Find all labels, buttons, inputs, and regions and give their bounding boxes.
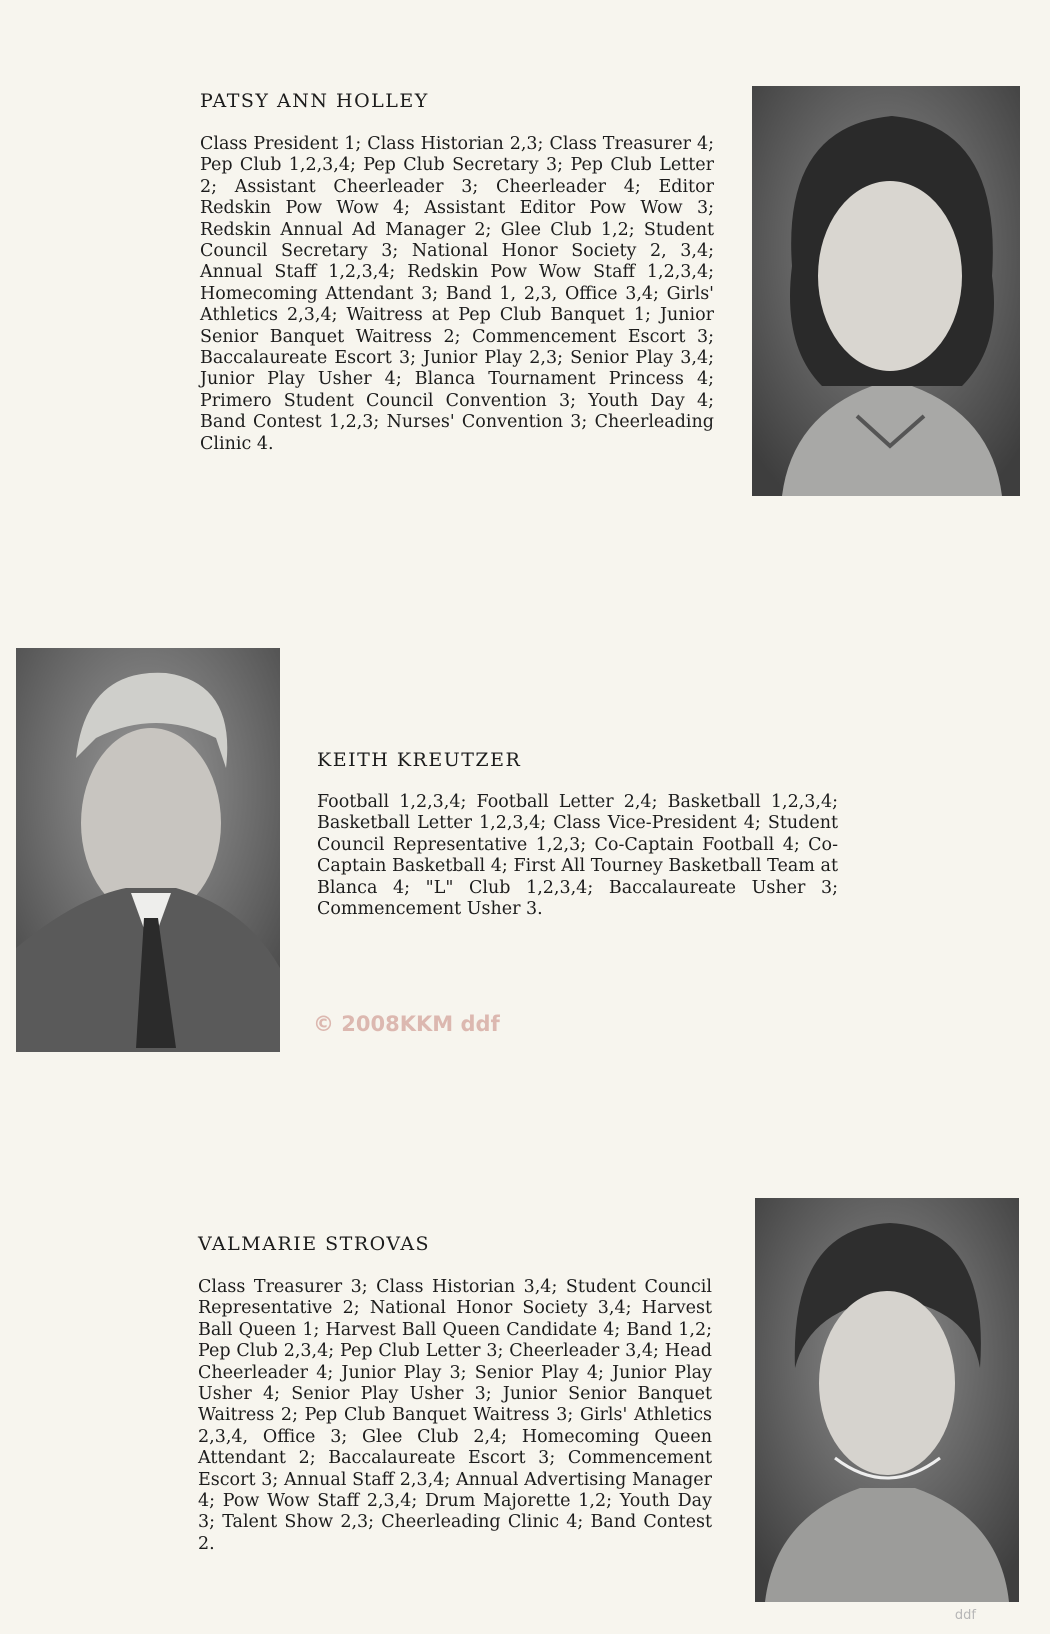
student-name-kreutzer: KEITH KREUTZER [317, 749, 522, 771]
student-bio-kreutzer: Football 1,2,3,4; Football Letter 2,4; Basketball 1,2,3,4; Basketball Letter 1,2,3,4; Class Vice-President 4; Student Council Representative 1,2,3; Co-Captain Football 4; Co-Captain Basketball 4; First All Tourney Basketball Team at Blanca 4; "L" Club 1,2,3,4; Baccalaureate Usher 3; Commencement Usher 3. [317, 792, 838, 920]
portrait-photo-icon [752, 86, 1020, 496]
student-bio-holley: Class President 1; Class Historian 2,3; Class Treasurer 4; Pep Club 1,2,3,4; Pep Club Secretary 3; Pep Club Letter 2; Assistant Cheerleader 3; Cheerleader 4; Editor Redskin Pow Wow 4; Assistant Editor Pow Wow 3; Redskin Annual Ad Manager 2; Glee Club 1,2; Student Council Secretary 3; National Honor Society 2, 3,4; Annual Staff 1,2,3,4; Redskin Pow Wow Staff 1,2,3,4; Homecoming Attendant 3; Band 1, 2,3, Office 3,4; Girls' Athletics 2,3,4; Waitress at Pep Club Banquet 1; Junior Senior Banquet Waitress 2; Commencement Escort 3; Baccalaureate Escort 3; Junior Play 2,3; Senior Play 3,4; Junior Play Usher 4; Blanca Tournament Princess 4; Primero Student Council Convention 3; Youth Day 4; Band Contest 1,2,3; Nurses' Convention 3; Cheerleading Clinic 4. [200, 134, 714, 454]
copyright-watermark: © 2008KKM ddf [313, 1012, 500, 1036]
portrait-photo-strovas [755, 1198, 1019, 1602]
portrait-photo-icon [755, 1198, 1019, 1602]
student-name-holley: PATSY ANN HOLLEY [200, 90, 429, 112]
student-name-strovas: VALMARIE STROVAS [198, 1233, 431, 1255]
portrait-photo-kreutzer [16, 648, 280, 1052]
portrait-photo-holley [752, 86, 1020, 496]
portrait-photo-icon [16, 648, 280, 1052]
student-bio-strovas: Class Treasurer 3; Class Historian 3,4; Student Council Representative 2; National Honor Society 3,4; Harvest Ball Queen 1; Harvest Ball Queen Candidate 4; Band 1,2; Pep Club 2,3,4; Pep Club Letter 3; Cheerleader 3,4; Head Cheerleader 4; Junior Play 3; Senior Play 4; Junior Play Usher 4; Senior Play Usher 3; Junior Senior Banquet Waitress 2; Pep Club Banquet Waitress 3; Girls' Athletics 2,3,4, Office 3; Glee Club 2,4; Homecoming Queen Attendant 2; Baccalaureate Escort 3; Commencement Escort 3; Annual Staff 2,3,4; Annual Advertising Manager 4; Pow Wow Staff 2,3,4; Drum Majorette 1,2; Youth Day 3; Talent Show 2,3; Cheerleading Clinic 4; Band Contest 2. [198, 1277, 712, 1554]
corner-watermark: ddf [954, 1608, 976, 1623]
